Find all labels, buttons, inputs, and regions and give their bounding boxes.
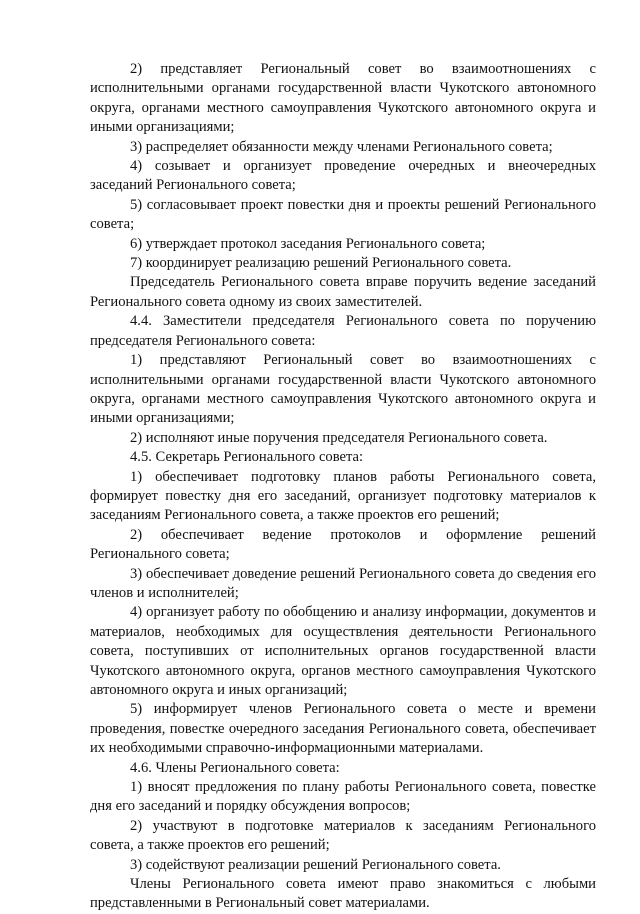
paragraph-chair-convenes: 4) созывает и организует проведение очередных и внеочередных заседаний Регионального совета; — [90, 158, 596, 194]
paragraph-members-proposals: 1) вносят предложения по плану работы Регионального совета, повестке дня его заседаний и порядку обсуждения вопросов; — [90, 779, 596, 815]
paragraph-deputies-other: 2) исполняют иные поручения председателя Регионального совета. — [130, 429, 548, 446]
paragraph-deputies-represent: 1) представляют Региональный совет во взаимоотношениях с исполнительными органами государственной власти Чукотского автономного округа, органами местного самоуправления Чукотского автономного округа и иными организациями; — [90, 352, 596, 427]
paragraph-section-4-5: 4.5. Секретарь Регионального совета: — [130, 449, 364, 466]
paragraph-chair-protocol: 6) утверждает протокол заседания Регионального совета; — [130, 235, 486, 252]
paragraph-chair-coordinates: 7) координирует реализацию решений Регионального совета. — [130, 255, 512, 272]
paragraph-members-materials: 2) участвуют в подготовке материалов к заседаниям Регионального совета, а также проектов его решений; — [90, 817, 596, 854]
document-body — [90, 60, 596, 914]
paragraph-secretary-decisions: 3) обеспечивает доведение решений Регионального совета до сведения его членов и исполнителей; — [90, 565, 596, 601]
paragraph-secretary-plans: 1) обеспечивает подготовку планов работы Регионального совета, формирует повестку дня его заседаний, организует подготовку материалов к заседаниям Регионального совета, а также проектов его решений; — [90, 468, 596, 524]
paragraph-members-assist: 3) содействуют реализации решений Регионального совета. — [130, 856, 501, 873]
paragraph-chair-distributes: 3) распределяет обязанности между членами Регионального совета; — [130, 138, 553, 155]
paragraph-chair-agenda: 5) согласовывает проект повестки дня и проекты решений Регионального совета; — [90, 196, 596, 233]
paragraph-section-4-6: 4.6. Члены Регионального совета: — [130, 759, 340, 776]
paragraph-secretary-informs: 5) информирует членов Регионального совета о месте и времени проведения, повестке очередного заседания Регионального совета, обеспечивает их необходимыми справочно-информационными материалами. — [90, 701, 596, 757]
paragraph-section-4-4: 4.4. Заместители председателя Регионального совета по поручению председателя Регионального совета: — [90, 313, 596, 349]
paragraph-members-right: Члены Регионального совета имеют право знакомиться с любыми представленными в Региональный совет материалами. — [90, 876, 596, 912]
paragraph-secretary-analysis: 4) организует работу по обобщению и анализу информации, документов и материалов, необходимых для осуществления деятельности Регионального совета, поступивших от исполнительных органов государственной власти Чукотского автономного округа, органов местного самоуправления Чукотского автономного округа и иных организаций; — [90, 604, 596, 698]
paragraph-secretary-protocols: 2) обеспечивает ведение протоколов и оформление решений Регионального совета; — [90, 526, 596, 563]
paragraph-chair-represents: 2) представляет Региональный совет во взаимоотношениях с исполнительными органами государственной власти Чукотского автономного округа, органами местного самоуправления Чукотского автономного округа и иными организациями; — [90, 61, 596, 136]
paragraph-chair-delegates: Председатель Регионального совета вправе поручить ведение заседаний Регионального совета одному из своих заместителей. — [90, 274, 596, 310]
